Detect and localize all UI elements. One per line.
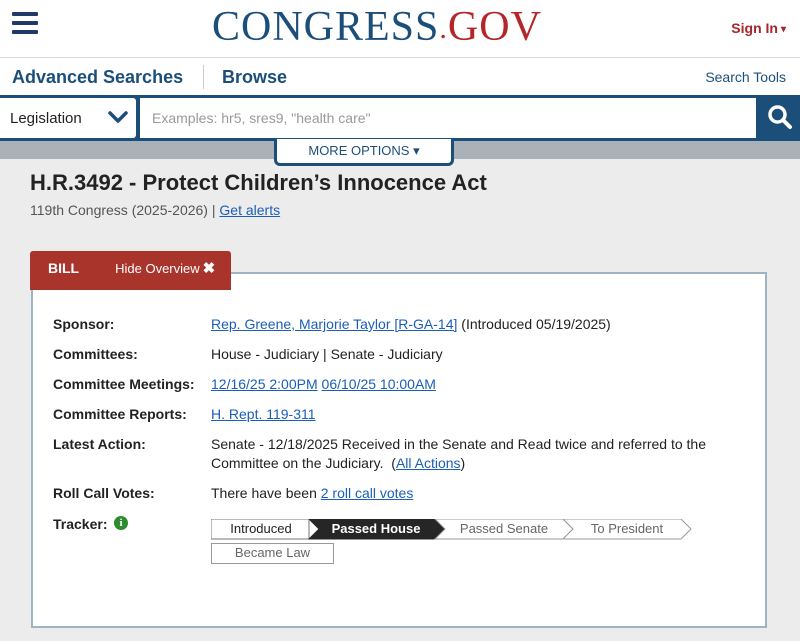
meeting-link[interactable]: 12/16/25 2:00PM [211,376,318,392]
search-tools-link[interactable]: Search Tools [705,69,786,85]
tracker-stage-became-law: Became Law [234,545,311,560]
search-icon [767,104,793,130]
close-icon: ✖ [202,260,216,277]
tracker-stage-passed-house: Passed House [331,521,421,536]
committees-label: Committees: [53,346,138,362]
site-header [0,0,800,58]
report-link[interactable]: H. Rept. 119-311 [211,406,316,422]
committees-value: House - Judiciary | Senate - Judiciary [211,346,443,362]
sign-in-label: Sign In [731,20,778,36]
overview-panel [31,272,767,628]
tracker-stage-to-president: To President [590,521,664,536]
search-bar [0,95,800,141]
advanced-searches-link[interactable]: Advanced Searches [12,67,184,87]
congress-line [30,202,280,218]
more-options-button[interactable]: MORE OPTIONS ▾ [274,139,454,166]
page-title: H.R.3492 - Protect Children’s Innocence Act [30,170,487,195]
get-alerts-link[interactable]: Get alerts [219,202,281,218]
sponsor-value [211,316,611,332]
sign-in-button[interactable] [731,20,786,36]
browse-link[interactable]: Browse [222,67,288,87]
site-logo[interactable]: CONGRESS.GOV [212,4,542,50]
latest-action-label: Latest Action: [53,436,146,452]
latest-action-committee: Committee on the Judiciary. [211,455,384,471]
sponsor-link[interactable]: Rep. Greene, Marjorie Taylor [R-GA-14] [211,316,458,332]
roll-call-value: There have been 2 roll call votes [211,485,414,501]
search-button[interactable] [760,98,800,138]
info-icon[interactable]: i [114,516,128,530]
congress-session: 119th Congress (2025-2026) | [30,202,216,218]
menu-icon[interactable] [12,12,38,36]
bill-tabs [30,251,231,290]
caret-down-icon: ▾ [780,24,786,35]
hide-overview-button[interactable] [97,251,231,286]
introduced-date: (Introduced 05/19/2025) [461,316,611,332]
search-scope-select[interactable] [0,98,136,138]
tracker-stage-passed-senate: Passed Senate [459,521,549,536]
search-scope-value: Legislation [10,110,82,127]
reports-label: Committee Reports: [53,406,187,422]
hide-overview-label: Hide Overview [115,261,200,276]
all-actions-link[interactable]: All Actions [395,455,461,471]
roll-call-label: Roll Call Votes: [53,485,155,501]
latest-action-value: Senate - 12/18/2025 Received in the Senate and Read twice and referred to the Committee on the Judiciary. (All Actions) [211,436,707,471]
tracker-label: Tracker: [53,516,108,532]
secondary-nav [0,58,800,96]
meetings-value [211,376,436,392]
meetings-label: Committee Meetings: [53,376,195,392]
sponsor-label: Sponsor: [53,316,115,332]
tracker-stage-introduced: Introduced [230,521,292,536]
nav-divider [203,65,204,89]
meeting-link[interactable]: 06/10/25 10:00AM [321,376,436,392]
roll-call-link[interactable]: 2 roll call votes [320,485,414,501]
tab-bill[interactable]: BILL [48,260,80,276]
latest-action-text: Senate - 12/18/2025 Received in the Senate and Read twice and referred to the [211,436,707,452]
search-input[interactable] [140,98,756,138]
chevron-down-icon [108,110,128,124]
reports-value [211,406,316,422]
